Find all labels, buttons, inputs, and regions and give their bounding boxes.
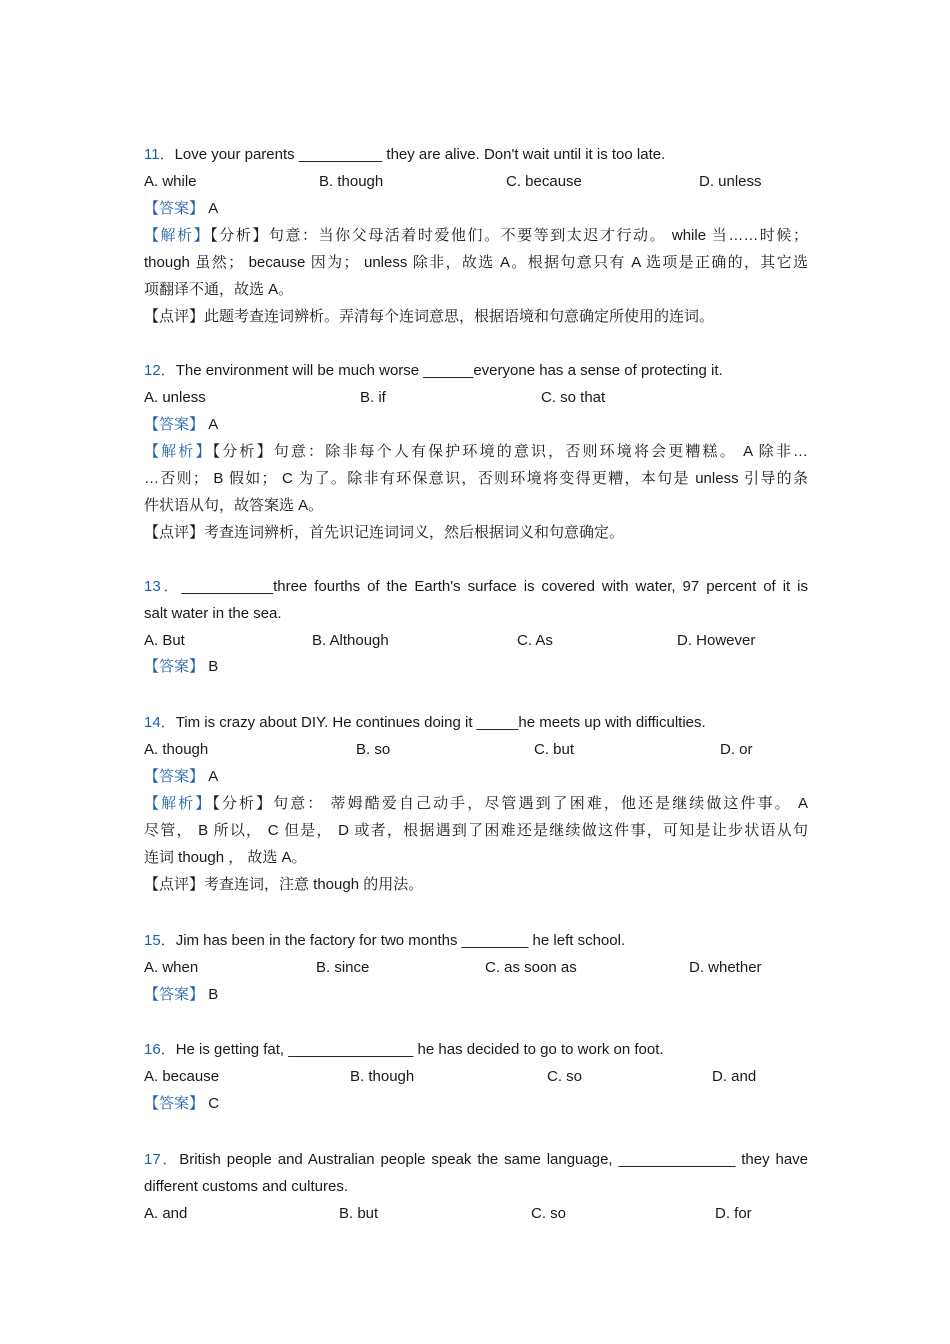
option-c: C. so (531, 1205, 567, 1222)
question-number: 13． (144, 578, 182, 595)
comment-line: 【点评】此题考查连词辨析。弄清每个连词意思，根据语境和句意确定所使用的连词。 (144, 308, 715, 325)
answer-line (144, 657, 808, 677)
answer-value: B (208, 658, 219, 675)
analysis-line (144, 226, 808, 246)
analysis-text: 【分析】句意： 蒂姆酷爱自己动手，尽管遇到了困难，他还是继续做这件事。 A (212, 795, 808, 812)
option-a: A. while (144, 173, 197, 190)
option-a: A. unless (144, 389, 206, 406)
option-d: D. for (715, 1205, 752, 1222)
answer-line (144, 767, 808, 787)
option-a: A. and (144, 1205, 188, 1222)
answer-tag: 【答案】 (144, 1095, 205, 1112)
answer-line (144, 415, 808, 435)
option-a: A. But (144, 632, 185, 649)
answer-value: B (208, 986, 219, 1003)
answer-line (144, 985, 808, 1005)
question-number: 14． (144, 714, 176, 731)
option-a: A. when (144, 959, 199, 976)
question-text-continued: different customs and cultures. (144, 1178, 348, 1195)
option-d: D. or (720, 741, 753, 758)
analysis-line (144, 442, 808, 462)
question-17-stem (144, 1150, 808, 1170)
question-text: Tim is crazy about DIY. He continues doing it _____he meets up with difficulties. (175, 714, 706, 731)
question-number: 11． (144, 146, 175, 163)
question-11-stem (144, 145, 808, 165)
option-b: B. so (356, 741, 391, 758)
answer-line (144, 1094, 808, 1114)
answer-line (144, 199, 808, 219)
option-b: B. though (350, 1068, 415, 1085)
question-number: 17． (144, 1151, 180, 1168)
comment-line: 【点评】考查连词，注意 though 的用法。 (144, 876, 424, 893)
analysis-line: 项翻译不通，故选 A。 (144, 281, 294, 298)
option-d: D. However (677, 632, 756, 649)
analysis-line: though 虽然； because 因为； unless 除非，故选 A。根据句意只有 A 选项是正确的，其它选 (144, 254, 808, 271)
answer-tag: 【答案】 (144, 416, 205, 433)
option-b: B. since (316, 959, 370, 976)
answer-value: C (208, 1095, 220, 1112)
option-c: C. but (534, 741, 575, 758)
analysis-tag: 【解析】 (144, 227, 211, 244)
analysis-tag: 【解析】 (144, 443, 213, 460)
analysis-tag: 【解析】 (144, 795, 213, 812)
option-b: B. though (319, 173, 384, 190)
answer-tag: 【答案】 (144, 658, 205, 675)
answer-value: A (208, 768, 219, 785)
question-text: He is getting fat, _______________ he has decided to go to work on foot. (175, 1041, 664, 1058)
option-c: C. As (517, 632, 553, 649)
analysis-line: 件状语从句，故答案选 A。 (144, 497, 324, 514)
question-text: Love your parents __________ they are alive. Don't wait until it is too late. (174, 146, 666, 163)
answer-tag: 【答案】 (144, 986, 205, 1003)
analysis-line: 连词 though ， 故选 A。 (144, 849, 307, 866)
analysis-line (144, 794, 808, 814)
question-15-stem (144, 931, 808, 951)
comment-line: 【点评】考查连词辨析，首先识记连词词义，然后根据词义和句意确定。 (144, 524, 625, 541)
question-number: 15． (144, 932, 176, 949)
analysis-line: …否则； B 假如； C 为了。除非有环保意识，否则环境将变得更糟，本句是 unless 引导的条 (144, 470, 808, 487)
option-d: D. and (712, 1068, 757, 1085)
option-a: A. though (144, 741, 209, 758)
analysis-text: 【分析】句意：当你父母活着时爱他们。不要等到太迟才行动。 while 当……时候； (210, 227, 808, 244)
answer-tag: 【答案】 (144, 200, 205, 217)
option-c: C. so that (541, 389, 606, 406)
option-a: A. because (144, 1068, 220, 1085)
option-c: C. as soon as (485, 959, 577, 976)
question-text: British people and Australian people speak the same language, ______________ they have (179, 1151, 809, 1168)
answer-value: A (208, 416, 219, 433)
option-c: C. so (547, 1068, 583, 1085)
answer-value: A (208, 200, 219, 217)
option-c: C. because (506, 173, 582, 190)
question-text: The environment will be much worse ______everyone has a sense of protecting it. (175, 362, 723, 379)
question-12-stem (144, 361, 808, 381)
question-text: Jim has been in the factory for two months ________ he left school. (175, 932, 626, 949)
question-number: 12． (144, 362, 176, 379)
option-b: B. Although (312, 632, 389, 649)
analysis-text: 【分析】句意：除非每个人有保护环境的意识，否则环境将会更糟糕。 A 除非… (212, 443, 808, 460)
question-14-stem (144, 713, 808, 733)
option-d: D. unless (699, 173, 762, 190)
option-b: B. but (339, 1205, 379, 1222)
question-number: 16． (144, 1041, 176, 1058)
option-b: B. if (360, 389, 386, 406)
question-text-continued: salt water in the sea. (144, 605, 282, 622)
question-13-stem (144, 577, 808, 597)
option-d: D. whether (689, 959, 762, 976)
analysis-line: 尽管， B 所以， C 但是， D 或者，根据遇到了困难还是继续做这件事，可知是让步状语从句 (144, 822, 808, 839)
question-16-stem (144, 1040, 808, 1060)
question-text: ___________three fourths of the Earth's surface is covered with water, 97 percent of it is (181, 578, 809, 595)
answer-tag: 【答案】 (144, 768, 205, 785)
